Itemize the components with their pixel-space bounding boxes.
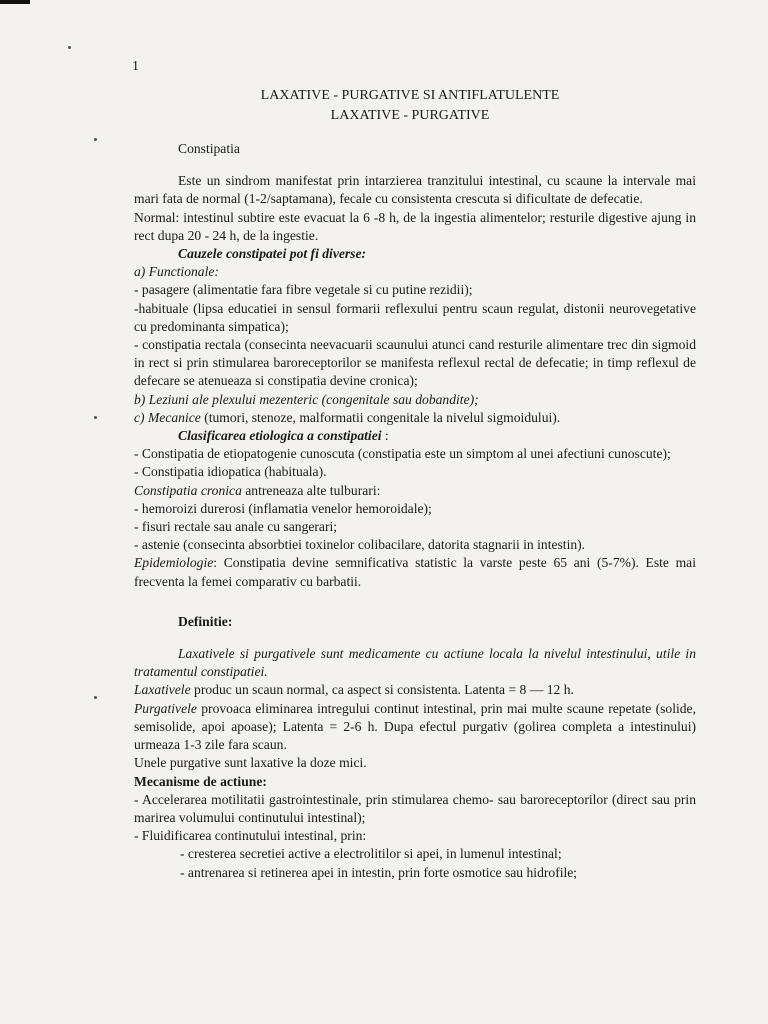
document-title: LAXATIVE - PURGATIVE SI ANTIFLATULENTE xyxy=(260,88,560,103)
list-item: - Constipatia idiopatica (habituala). xyxy=(134,464,327,480)
definition-paragraph: Laxativele si purgativele sunt medicamente cu actiune locala la nivelul intestinului, utile in tratamentul constipatiei. xyxy=(134,646,696,680)
causes-heading: Cauzele constipatei pot fi diverse: xyxy=(178,246,367,262)
causes-lesions: b) Leziuni ale plexului mezenteric (congenitale sau dobandite); xyxy=(134,391,479,407)
list-item: - Fluidificarea continutului intestinal, prin: xyxy=(134,828,367,844)
list-item: - pasagere (alimentatie fara fibre vegetale si cu putine rezidii); xyxy=(134,282,473,298)
scan-speck xyxy=(94,416,97,419)
definition-note: Unele purgative sunt laxative la doze mici. xyxy=(134,755,367,771)
causes-mechanical-text: (tumori, stenoze, malformatii congenitale la nivelul sigmoidului). xyxy=(200,409,561,425)
classification-heading-tail: : xyxy=(381,428,389,444)
list-item: - hemoroizi durerosi (inflamatia venelor hemoroidale); xyxy=(134,500,432,516)
classification-heading xyxy=(134,427,696,445)
laxatives-definition xyxy=(134,681,696,699)
purgatives-definition xyxy=(134,700,696,755)
document-body xyxy=(134,140,696,882)
section-heading-constipatia: Constipatia xyxy=(178,141,240,156)
scan-speck xyxy=(68,46,71,49)
purgatives-text: provoaca eliminarea intregului continut intestinal, prin mai multe scaune repetate (solide, semisolide, apoi apoase); Latenta = 2-6 h. Dupa efectul purgativ (golirea completa a intestinului) urmeaza 1-3 zile fara scaun. xyxy=(134,700,696,753)
classification-heading-text: Clasificarea etiologica a constipatiei xyxy=(178,428,382,444)
page-number: 1 xyxy=(132,59,139,74)
chronic-text: antreneaza alte tulburari: xyxy=(241,482,381,498)
scan-speck xyxy=(94,138,97,141)
epidemiology xyxy=(134,554,696,590)
scan-corner-mark xyxy=(0,0,30,4)
mechanisms-heading: Mecanisme de actiune: xyxy=(134,773,267,789)
list-item: - constipatia rectala (consecinta neevacuarii scaunului atunci cand resturile alimentare trec din sigmoid in rect si prin stimularea baroreceptorilor se manifesta reflexul rectal de defecatie; in timp reflexul de defecare se atenueaza si constipatia devine cronica); xyxy=(134,337,696,389)
list-item: - Constipatia de etiopatogenie cunoscuta (constipatia este un simptom al unei afectiuni cunoscute); xyxy=(134,446,671,462)
laxatives-label: Laxativele xyxy=(134,682,191,698)
epidemiology-text: : Constipatia devine semnificativa statistic la varste peste 65 ani (5-7%). Este mai frecventa la femei comparativ cu barbatii. xyxy=(134,555,696,589)
list-subitem: - cresterea secretiei active a electrolitilor si apei, in lumenul intestinal; xyxy=(180,846,562,862)
causes-mechanical xyxy=(134,409,696,427)
document-subtitle: LAXATIVE - PURGATIVE xyxy=(330,108,490,123)
list-subitem: - antrenarea si retinerea apei in intestin, prin forte osmotice sau hidrofile; xyxy=(180,864,578,880)
list-item: - Accelerarea motilitatii gastrointestinale, prin stimularea chemo- sau baroreceptorilor (direct sau prin marirea volumului continutului intestinal); xyxy=(134,791,696,825)
causes-functional-heading: a) Functionale: xyxy=(134,264,219,280)
causes-mechanical-label: c) Mecanice xyxy=(134,409,201,425)
document-titles xyxy=(150,86,670,126)
definition-heading: Definitie: xyxy=(178,613,233,629)
list-item: -habituale (lipsa educatiei in sensul formarii reflexului pentru scaun regulat, distonii neurovegetative cu predominanta simpatica); xyxy=(134,300,696,334)
purgatives-label: Purgativele xyxy=(134,700,197,716)
list-item: - fisuri rectale sau anale cu sangerari; xyxy=(134,519,338,535)
paragraph-definition: Este un sindrom manifestat prin intarzierea tranzitului intestinal, cu scaune la intervale mai mari fata de normal (1-2/saptamana), fecale cu consistenta crescuta si dificultate de defecatie. xyxy=(134,173,696,207)
paragraph-normal: Normal: intestinul subtire este evacuat la 6 -8 h, de la ingestia alimentelor; resturile digestive ajung in rect dupa 20 - 24 h, de la ingestie. xyxy=(134,209,696,243)
epidemiology-label: Epidemiologie xyxy=(134,555,214,571)
chronic-label: Constipatia cronica xyxy=(134,482,242,498)
scan-speck xyxy=(94,696,97,699)
laxatives-text: produc un scaun normal, ca aspect si consistenta. Latenta = 8 — 12 h. xyxy=(190,682,574,698)
list-item: - astenie (consecinta absorbtiei toxinelor colibacilare, datorita stagnarii in intestin). xyxy=(134,537,586,553)
chronic-constipation xyxy=(134,482,696,500)
